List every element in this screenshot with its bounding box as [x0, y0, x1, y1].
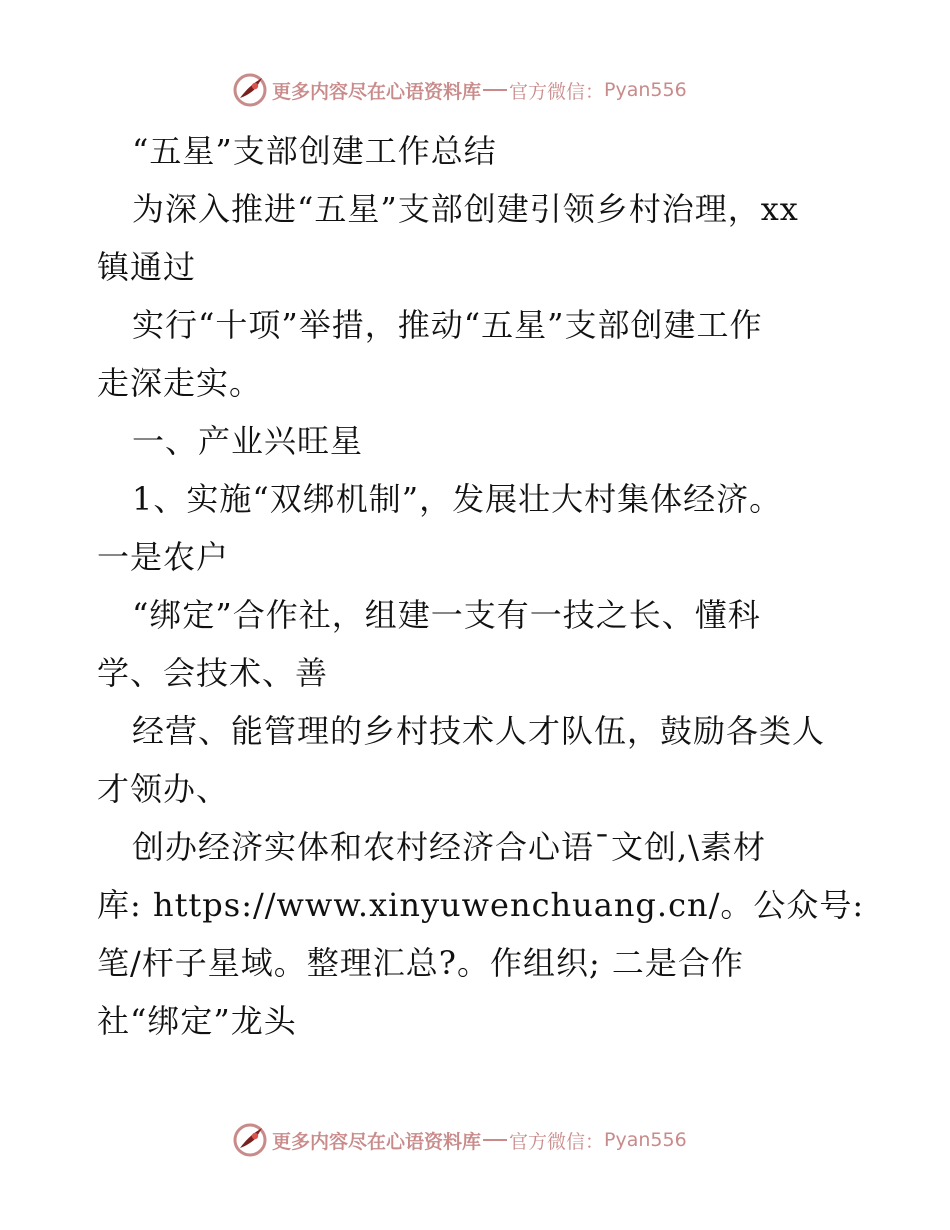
paragraph-line: 社“绑定”龙头: [97, 1002, 297, 1040]
document-title: “五星”支部创建工作总结: [132, 132, 497, 170]
paragraph-line: 为深入推进“五星”支部创建引领乡村治理，xx: [132, 190, 799, 228]
paragraph-line: 1、实施“双绑机制”，发展壮大村集体经济。: [132, 480, 783, 518]
watermark-wechat-label: 官方微信：: [509, 1130, 605, 1153]
paragraph-line: 才领办、: [97, 770, 230, 808]
paragraph-line: 走深走实。: [97, 364, 263, 402]
paragraph-line: 库: https://www.xinyuwenchuang.cn/。公众号:: [97, 886, 865, 924]
paragraph-line: 学、会技术、善: [97, 654, 329, 692]
section-heading: 一、产业兴旺星: [132, 422, 364, 460]
brand-logo-icon: [232, 72, 268, 108]
paragraph-line: 经营、能管理的乡村技术人才队伍，鼓励各类人: [132, 712, 826, 750]
watermark-dash: [483, 1139, 507, 1141]
watermark-site-text: 更多内容尽在心语资料库: [272, 1130, 482, 1153]
watermark-site-text: 更多内容尽在心语资料库: [272, 80, 482, 103]
paragraph-line: “绑定”合作社，组建一支有一技之长、懂科: [132, 596, 761, 634]
watermark-dash: [483, 89, 507, 91]
paragraph-line: 一是农户: [97, 538, 230, 576]
footer-watermark: [232, 1120, 687, 1160]
paragraph-line: 实行“十项”举措，推动“五星”支部创建工作: [132, 306, 763, 344]
paragraph-line: 创办经济实体和农村经济合心语¯文创,\素材: [132, 828, 766, 866]
header-watermark: [232, 70, 687, 110]
brand-logo-icon: [232, 1122, 268, 1158]
watermark-wechat-label: 官方微信：: [509, 80, 605, 103]
watermark-wechat-id: Pyan556: [604, 1129, 687, 1151]
paragraph-line: 笔/杆子星域。整理汇总?。作组织; 二是合作: [97, 944, 744, 982]
paragraph-line: 镇通过: [97, 248, 197, 286]
watermark-wechat-id: Pyan556: [604, 79, 687, 101]
